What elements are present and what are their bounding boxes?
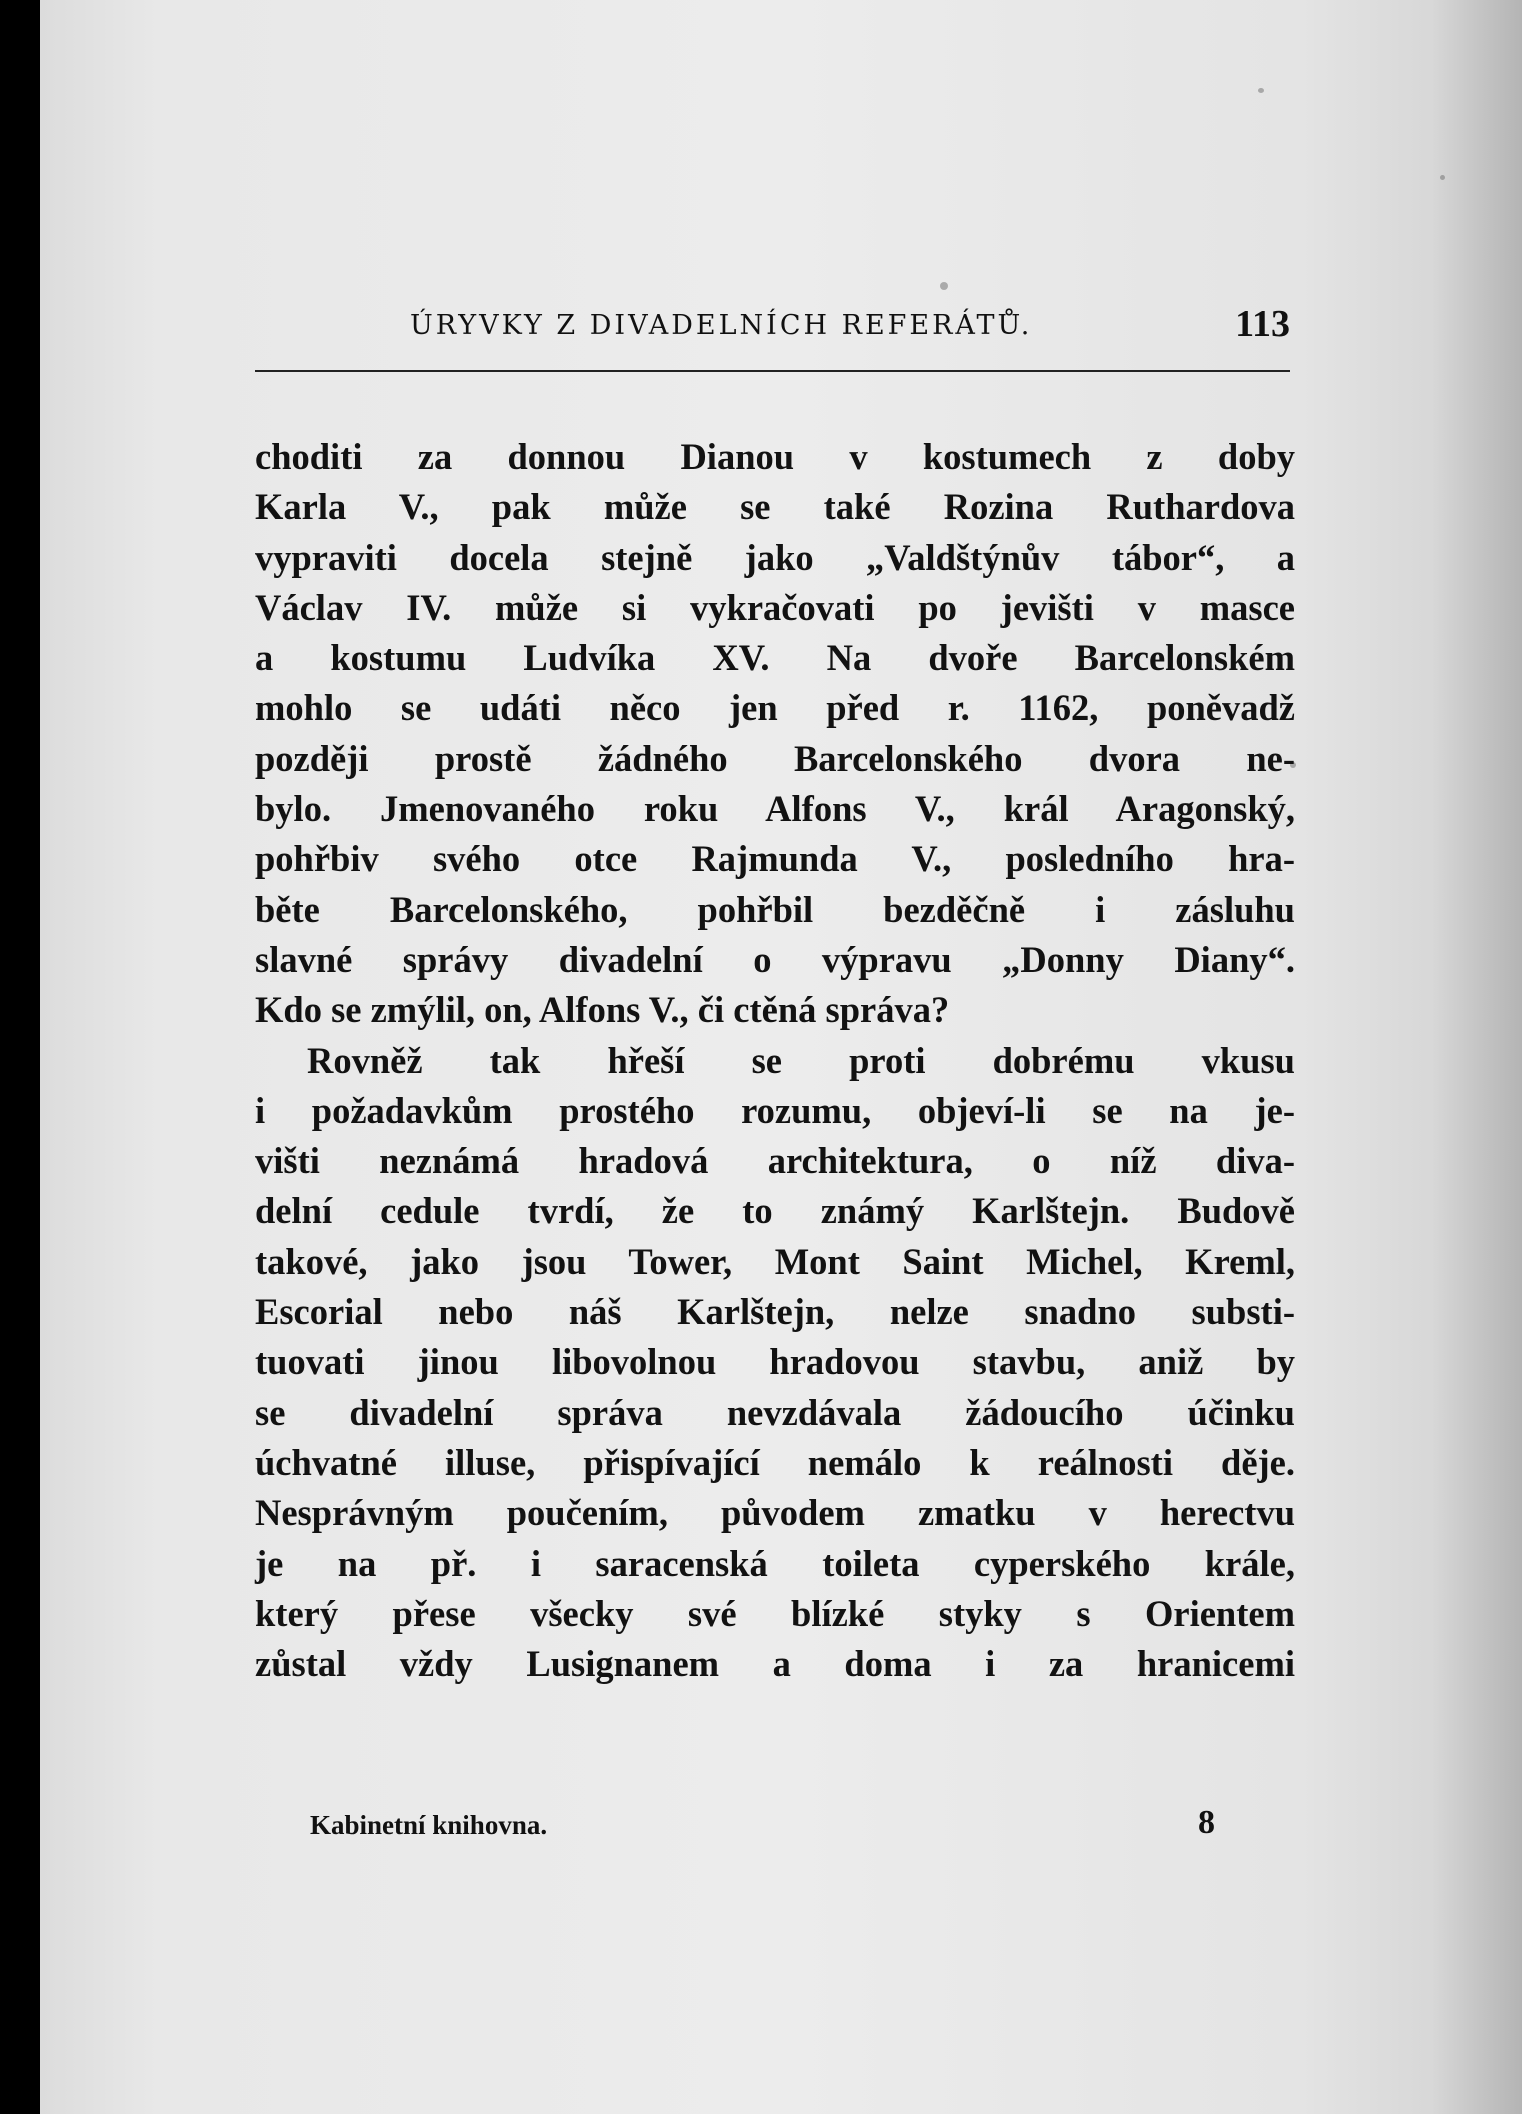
body-text [255, 432, 1295, 1689]
text-line: pohřbiv svého otce Rajmunda V., posledního hra- [255, 838, 1295, 880]
text-line: i požadavkům prostého rozumu, objeví-li se na je- [255, 1089, 1295, 1131]
text-line: Nesprávným poučením, původem zmatku v herectvu [255, 1492, 1295, 1534]
footer-label: Kabinetní knihovna. [310, 1810, 548, 1840]
paper-speck [1258, 88, 1264, 93]
text-line: Rovněž tak hřeší se proti dobrému vkusu [307, 1039, 1295, 1081]
text-line: slavné správy divadelní o výpravu „Donny Diany“. [255, 938, 1295, 980]
text-line: se divadelní správa nevzdávala žádoucího účinku [255, 1391, 1295, 1433]
text-line: mohlo se udáti něco jen před r. 1162, poněvadž [255, 687, 1295, 729]
text-line: Kdo se zmýlil, on, Alfons V., či ctěná správa? [255, 989, 950, 1031]
text-line: později prostě žádného Barcelonského dvora ne- [255, 737, 1295, 779]
text-line: bylo. Jmenovaného roku Alfons V., král Aragonský, [255, 788, 1295, 830]
page-number: 113 [1235, 303, 1290, 345]
running-title: ÚRYVKY Z DIVADELNÍCH REFERÁTŮ. [410, 310, 1033, 341]
paper-speck [1440, 175, 1445, 180]
signature-mark: 8 [1198, 1804, 1215, 1841]
text-line: Escorial nebo náš Karlštejn, nelze snadno substi- [255, 1291, 1295, 1333]
text-line: zůstal vždy Lusignanem a doma i za hranicemi [255, 1643, 1295, 1685]
text-line: takové, jako jsou Tower, Mont Saint Michel, Kreml, [255, 1240, 1295, 1282]
book-page [40, 0, 1522, 2114]
text-line: delní cedule tvrdí, že to známý Karlštejn. Budově [255, 1190, 1295, 1232]
scan-border [0, 0, 40, 2114]
text-line: běte Barcelonského, pohřbil bezděčně i zásluhu [255, 888, 1295, 930]
text-line: vypraviti docela stejně jako „Valdštýnův tábor“, a [255, 536, 1295, 578]
text-line: který přese všecky své blízké styky s Orientem [255, 1592, 1295, 1634]
header-rule [255, 370, 1290, 372]
text-line: choditi za donnou Dianou v kostumech z doby [255, 436, 1295, 477]
text-line: a kostumu Ludvíka XV. Na dvoře Barcelonském [255, 637, 1295, 679]
text-line: je na př. i saracenská toileta cyperského krále, [255, 1542, 1295, 1584]
text-line: úchvatné illuse, přispívající nemálo k reálnosti děje. [255, 1441, 1295, 1483]
text-line: tuovati jinou libovolnou hradovou stavbu, aniž by [255, 1341, 1295, 1383]
text-line: Karla V., pak může se také Rozina Ruthardova [255, 486, 1295, 528]
paper-speck [940, 282, 948, 290]
running-header [410, 302, 1290, 362]
page-footer [310, 1804, 1215, 1854]
text-line: Václav IV. může si vykračovati po jevišti v masce [255, 586, 1295, 628]
text-line: višti neznámá hradová architektura, o níž diva- [255, 1140, 1295, 1182]
